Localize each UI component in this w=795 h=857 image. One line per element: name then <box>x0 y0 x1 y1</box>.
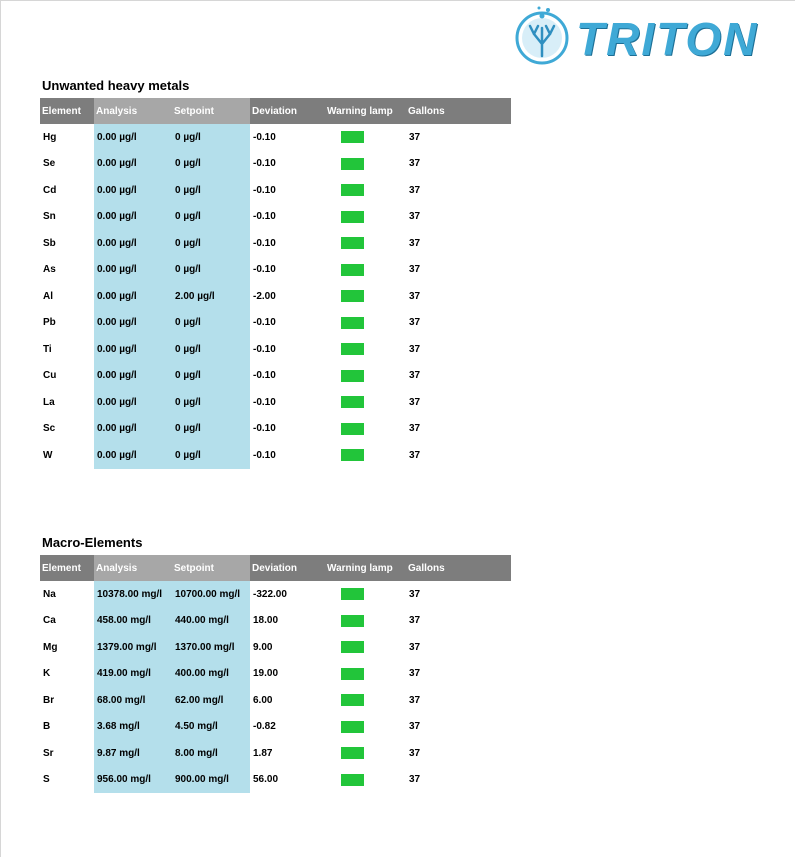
table-row <box>40 151 511 178</box>
warning-lamp-indicator <box>341 131 364 143</box>
setpoint-cell: 0 µg/l <box>172 310 250 337</box>
deviation-cell: 1.87 <box>253 747 273 759</box>
element-cell: Hg <box>43 131 57 143</box>
deviation-cell: -0.10 <box>253 317 276 329</box>
analysis-cell: 9.87 mg/l <box>94 740 172 767</box>
setpoint-cell: 2.00 µg/l <box>172 283 250 310</box>
deviation-cell: 18.00 <box>253 615 279 627</box>
setpoint-cell: 4.50 mg/l <box>172 714 250 741</box>
gallons-cell: 37 <box>409 184 421 196</box>
column-header-warning-lamp: Warning lamp <box>325 98 406 124</box>
analysis-cell: 0.00 µg/l <box>94 363 172 390</box>
analysis-cell: 956.00 mg/l <box>94 767 172 794</box>
analysis-cell: 0.00 µg/l <box>94 151 172 178</box>
section-macro-elements <box>40 535 511 793</box>
element-cell: W <box>43 449 53 461</box>
deviation-cell: -0.10 <box>253 211 276 223</box>
setpoint-cell: 62.00 mg/l <box>172 687 250 714</box>
analysis-cell: 0.00 µg/l <box>94 257 172 284</box>
macro-elements-body <box>40 581 511 793</box>
analysis-cell: 3.68 mg/l <box>94 714 172 741</box>
setpoint-cell: 440.00 mg/l <box>172 608 250 635</box>
column-header-analysis: Analysis <box>94 98 172 124</box>
warning-lamp-indicator <box>341 721 364 733</box>
deviation-cell: -0.10 <box>253 396 276 408</box>
gallons-cell: 37 <box>409 774 421 786</box>
table-row <box>40 363 511 390</box>
warning-lamp-indicator <box>341 317 364 329</box>
warning-lamp-cell <box>325 608 406 635</box>
deviation-cell: -0.10 <box>253 449 276 461</box>
analysis-cell: 0.00 µg/l <box>94 230 172 257</box>
warning-lamp-indicator <box>341 184 364 196</box>
deviation-cell: -0.82 <box>253 721 276 733</box>
table-row <box>40 257 511 284</box>
table-row <box>40 714 511 741</box>
deviation-cell: -0.10 <box>253 184 276 196</box>
table-row <box>40 124 511 151</box>
deviation-cell: 6.00 <box>253 694 273 706</box>
warning-lamp-cell <box>325 687 406 714</box>
macro-elements-table <box>40 555 511 793</box>
deviation-cell: -0.10 <box>253 158 276 170</box>
gallons-cell: 37 <box>409 423 421 435</box>
column-header-warning-lamp: Warning lamp <box>325 555 406 581</box>
table-row <box>40 581 511 608</box>
column-header-element: Element <box>40 555 94 581</box>
page-border-top <box>0 0 795 1</box>
setpoint-cell: 0 µg/l <box>172 177 250 204</box>
warning-lamp-indicator <box>341 668 364 680</box>
element-cell: K <box>43 668 51 680</box>
element-cell: Pb <box>43 317 56 329</box>
analysis-cell: 0.00 µg/l <box>94 204 172 231</box>
warning-lamp-cell <box>325 740 406 767</box>
warning-lamp-cell <box>325 714 406 741</box>
deviation-cell: 19.00 <box>253 668 279 680</box>
deviation-cell: -0.10 <box>253 237 276 249</box>
gallons-cell: 37 <box>409 237 421 249</box>
gallons-cell: 37 <box>409 370 421 382</box>
table-row <box>40 230 511 257</box>
element-cell: Ti <box>43 343 52 355</box>
analysis-cell: 0.00 µg/l <box>94 124 172 151</box>
table-row <box>40 687 511 714</box>
element-cell: B <box>43 721 51 733</box>
table-row <box>40 177 511 204</box>
table-row <box>40 442 511 469</box>
column-header-gallons: Gallons <box>406 555 511 581</box>
setpoint-cell: 10700.00 mg/l <box>172 581 250 608</box>
element-cell: Br <box>43 694 55 706</box>
analysis-cell: 10378.00 mg/l <box>94 581 172 608</box>
element-cell: Al <box>43 290 53 302</box>
table-row <box>40 767 511 794</box>
deviation-cell: -0.10 <box>253 423 276 435</box>
warning-lamp-cell <box>325 124 406 151</box>
warning-lamp-cell <box>325 177 406 204</box>
warning-lamp-indicator <box>341 694 364 706</box>
warning-lamp-indicator <box>341 774 364 786</box>
warning-lamp-indicator <box>341 396 364 408</box>
column-header-deviation: Deviation <box>250 98 325 124</box>
analysis-cell: 458.00 mg/l <box>94 608 172 635</box>
column-header-element: Element <box>40 98 94 124</box>
setpoint-cell: 8.00 mg/l <box>172 740 250 767</box>
setpoint-cell: 0 µg/l <box>172 151 250 178</box>
logo-text: TRITON <box>576 13 759 65</box>
table-row <box>40 634 511 661</box>
gallons-cell: 37 <box>409 588 421 600</box>
section-title: Macro-Elements <box>42 535 143 550</box>
setpoint-cell: 0 µg/l <box>172 230 250 257</box>
table-row <box>40 336 511 363</box>
warning-lamp-cell <box>325 283 406 310</box>
warning-lamp-indicator <box>341 343 364 355</box>
column-header-gallons: Gallons <box>406 98 511 124</box>
gallons-cell: 37 <box>409 264 421 276</box>
element-cell: S <box>43 774 50 786</box>
gallons-cell: 37 <box>409 615 421 627</box>
element-cell: Ca <box>43 615 56 627</box>
element-cell: Cd <box>43 184 57 196</box>
element-cell: Sn <box>43 211 56 223</box>
gallons-cell: 37 <box>409 668 421 680</box>
warning-lamp-indicator <box>341 423 364 435</box>
setpoint-cell: 0 µg/l <box>172 416 250 443</box>
analysis-cell: 1379.00 mg/l <box>94 634 172 661</box>
analysis-cell: 0.00 µg/l <box>94 416 172 443</box>
analysis-cell: 0.00 µg/l <box>94 177 172 204</box>
deviation-cell: -0.10 <box>253 264 276 276</box>
column-header-deviation: Deviation <box>250 555 325 581</box>
element-cell: Sc <box>43 423 56 435</box>
section-heavy-metals <box>40 78 511 469</box>
setpoint-cell: 0 µg/l <box>172 336 250 363</box>
element-cell: Cu <box>43 370 57 382</box>
warning-lamp-indicator <box>341 641 364 653</box>
element-cell: Se <box>43 158 56 170</box>
table-row <box>40 389 511 416</box>
warning-lamp-cell <box>325 634 406 661</box>
gallons-cell: 37 <box>409 449 421 461</box>
table-row <box>40 608 511 635</box>
warning-lamp-cell <box>325 230 406 257</box>
coral-logo-icon <box>512 4 572 68</box>
element-cell: As <box>43 264 56 276</box>
analysis-cell: 0.00 µg/l <box>94 283 172 310</box>
setpoint-cell: 0 µg/l <box>172 257 250 284</box>
element-cell: Sr <box>43 747 54 759</box>
warning-lamp-cell <box>325 310 406 337</box>
table-row <box>40 204 511 231</box>
analysis-cell: 0.00 µg/l <box>94 336 172 363</box>
warning-lamp-indicator <box>341 370 364 382</box>
page-border-left <box>0 0 1 857</box>
warning-lamp-indicator <box>341 211 364 223</box>
table-header-row <box>40 98 511 124</box>
deviation-cell: -0.10 <box>253 343 276 355</box>
table-row <box>40 310 511 337</box>
warning-lamp-cell <box>325 151 406 178</box>
warning-lamp-cell <box>325 416 406 443</box>
warning-lamp-indicator <box>341 615 364 627</box>
warning-lamp-indicator <box>341 449 364 461</box>
element-cell: Na <box>43 588 56 600</box>
triton-logo <box>512 4 759 68</box>
analysis-cell: 0.00 µg/l <box>94 389 172 416</box>
warning-lamp-cell <box>325 363 406 390</box>
gallons-cell: 37 <box>409 747 421 759</box>
deviation-cell: 56.00 <box>253 774 279 786</box>
table-row <box>40 661 511 688</box>
setpoint-cell: 0 µg/l <box>172 204 250 231</box>
gallons-cell: 37 <box>409 317 421 329</box>
column-header-analysis: Analysis <box>94 555 172 581</box>
deviation-cell: -0.10 <box>253 370 276 382</box>
setpoint-cell: 0 µg/l <box>172 442 250 469</box>
warning-lamp-cell <box>325 581 406 608</box>
warning-lamp-indicator <box>341 264 364 276</box>
gallons-cell: 37 <box>409 694 421 706</box>
heavy-metals-body <box>40 124 511 469</box>
column-header-setpoint: Setpoint <box>172 555 250 581</box>
warning-lamp-cell <box>325 336 406 363</box>
warning-lamp-indicator <box>341 237 364 249</box>
gallons-cell: 37 <box>409 641 421 653</box>
gallons-cell: 37 <box>409 131 421 143</box>
warning-lamp-cell <box>325 661 406 688</box>
gallons-cell: 37 <box>409 158 421 170</box>
deviation-cell: 9.00 <box>253 641 273 653</box>
setpoint-cell: 0 µg/l <box>172 363 250 390</box>
warning-lamp-cell <box>325 257 406 284</box>
deviation-cell: -0.10 <box>253 131 276 143</box>
setpoint-cell: 0 µg/l <box>172 389 250 416</box>
section-title: Unwanted heavy metals <box>42 78 190 93</box>
heavy-metals-table <box>40 98 511 469</box>
gallons-cell: 37 <box>409 396 421 408</box>
element-cell: Mg <box>43 641 58 653</box>
warning-lamp-indicator <box>341 588 364 600</box>
setpoint-cell: 1370.00 mg/l <box>172 634 250 661</box>
warning-lamp-cell <box>325 442 406 469</box>
table-row <box>40 283 511 310</box>
setpoint-cell: 0 µg/l <box>172 124 250 151</box>
gallons-cell: 37 <box>409 211 421 223</box>
deviation-cell: -2.00 <box>253 290 276 302</box>
warning-lamp-indicator <box>341 290 364 302</box>
warning-lamp-indicator <box>341 747 364 759</box>
warning-lamp-cell <box>325 204 406 231</box>
deviation-cell: -322.00 <box>253 588 287 600</box>
setpoint-cell: 900.00 mg/l <box>172 767 250 794</box>
setpoint-cell: 400.00 mg/l <box>172 661 250 688</box>
gallons-cell: 37 <box>409 721 421 733</box>
analysis-cell: 68.00 mg/l <box>94 687 172 714</box>
table-row <box>40 740 511 767</box>
analysis-cell: 0.00 µg/l <box>94 310 172 337</box>
table-header-row <box>40 555 511 581</box>
analysis-cell: 419.00 mg/l <box>94 661 172 688</box>
table-row <box>40 416 511 443</box>
warning-lamp-cell <box>325 767 406 794</box>
column-header-setpoint: Setpoint <box>172 98 250 124</box>
gallons-cell: 37 <box>409 290 421 302</box>
warning-lamp-indicator <box>341 158 364 170</box>
gallons-cell: 37 <box>409 343 421 355</box>
warning-lamp-cell <box>325 389 406 416</box>
element-cell: La <box>43 396 55 408</box>
analysis-cell: 0.00 µg/l <box>94 442 172 469</box>
element-cell: Sb <box>43 237 56 249</box>
